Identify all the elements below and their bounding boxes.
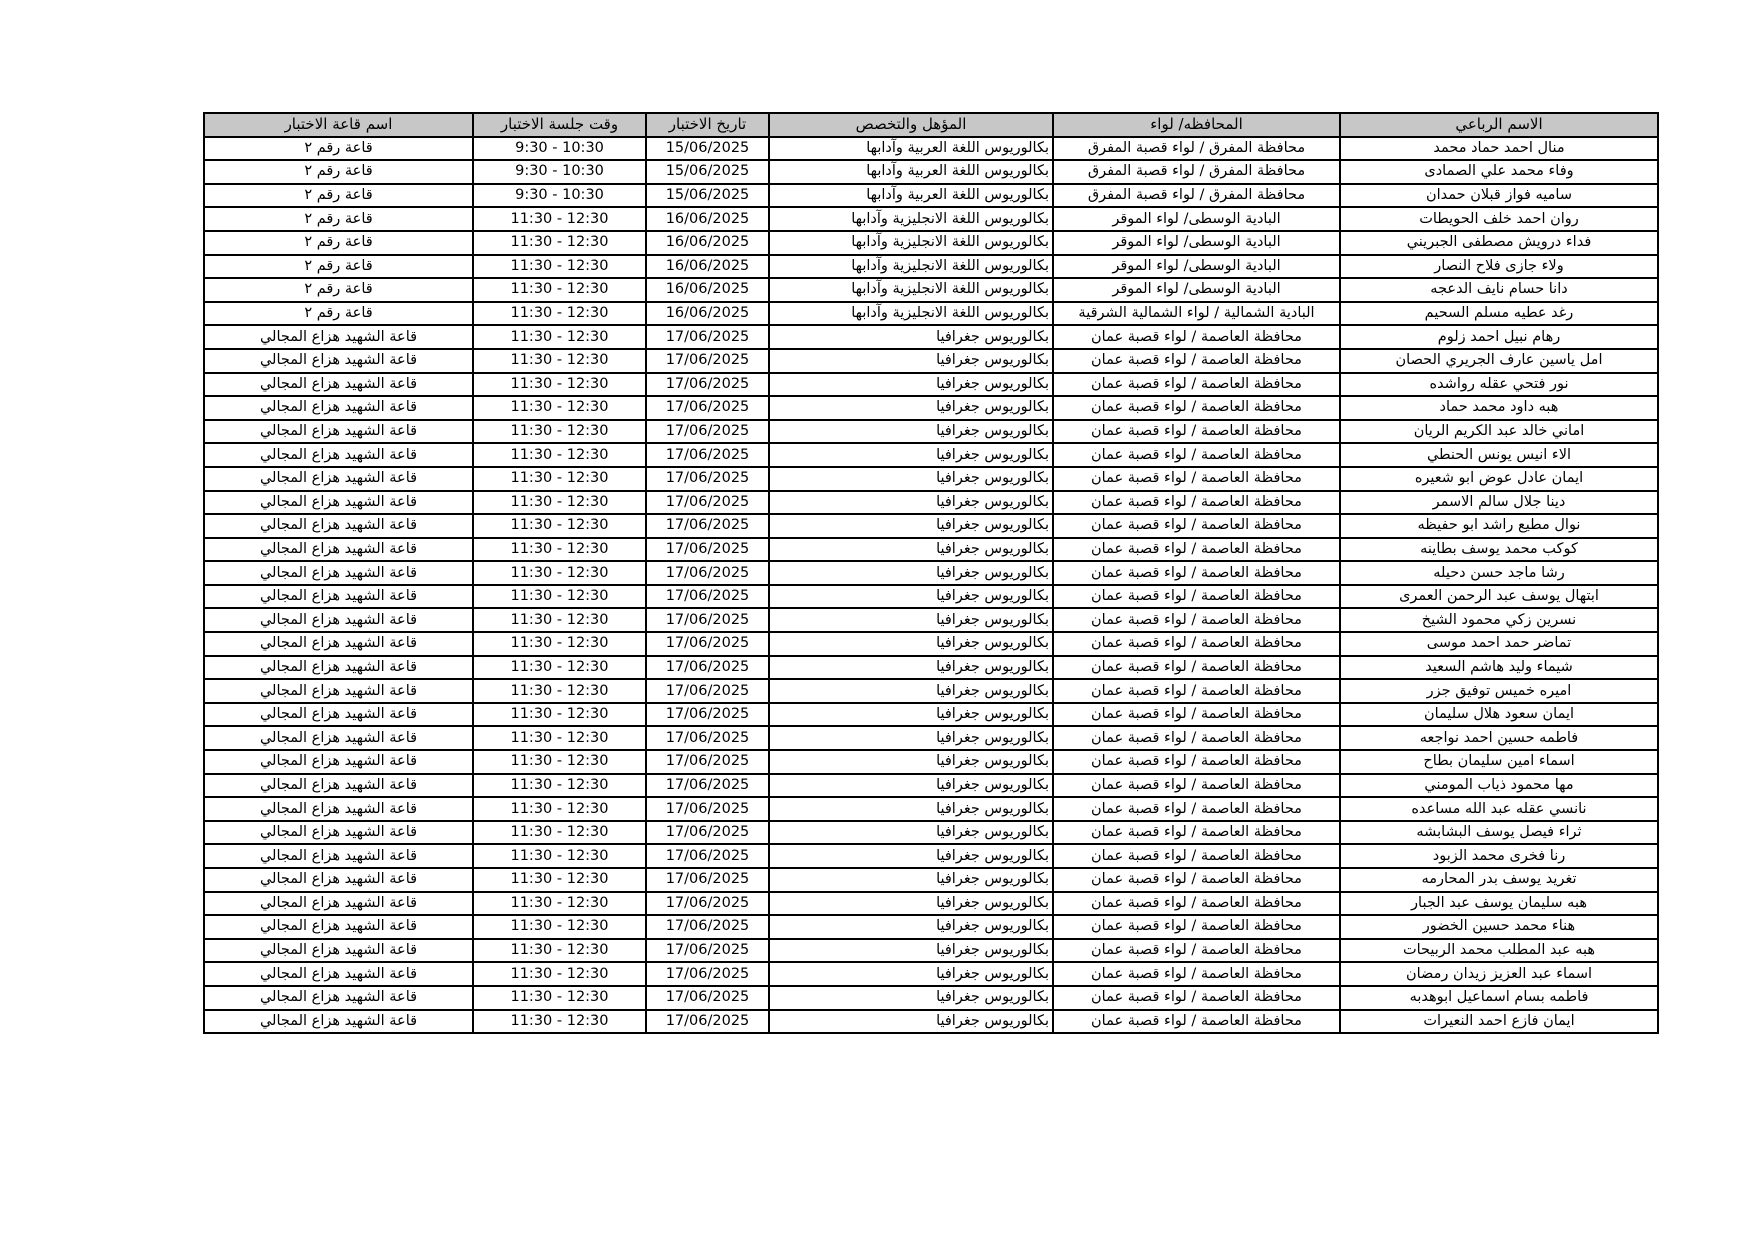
cell-exam-hall: قاعة الشهيد هزاع المجالي — [204, 467, 473, 491]
cell-exam-hall: قاعة الشهيد هزاع المجالي — [204, 608, 473, 632]
table-row — [204, 750, 1658, 774]
cell-exam-hall: قاعة الشهيد هزاع المجالي — [204, 821, 473, 845]
table-row — [204, 892, 1658, 916]
cell-exam-date: 17/06/2025 — [646, 1010, 769, 1034]
cell-exam-time: 11:30 - 12:30 — [473, 1010, 646, 1034]
cell-governorate-district: محافظة العاصمة / لواء قصبة عمان — [1053, 656, 1340, 680]
cell-governorate-district: محافظة العاصمة / لواء قصبة عمان — [1053, 679, 1340, 703]
cell-full-name: امل ياسين عارف الجريري الحصان — [1340, 349, 1658, 373]
cell-exam-time: 9:30 - 10:30 — [473, 184, 646, 208]
cell-qualification: بكالوريوس جغرافيا — [769, 396, 1053, 420]
cell-governorate-district: محافظة العاصمة / لواء قصبة عمان — [1053, 844, 1340, 868]
cell-governorate-district: محافظة العاصمة / لواء قصبة عمان — [1053, 986, 1340, 1010]
cell-full-name: دانا حسام نايف الدعجه — [1340, 278, 1658, 302]
table-row — [204, 538, 1658, 562]
cell-qualification: بكالوريوس جغرافيا — [769, 750, 1053, 774]
cell-full-name: روان احمد خلف الحويطات — [1340, 207, 1658, 231]
cell-full-name: اماني خالد عبد الكريم الريان — [1340, 420, 1658, 444]
cell-full-name: ايمان سعود هلال سليمان — [1340, 703, 1658, 727]
cell-exam-date: 17/06/2025 — [646, 538, 769, 562]
cell-exam-hall: قاعة رقم ٢ — [204, 207, 473, 231]
exam-schedule-table — [203, 112, 1659, 1034]
table-row — [204, 491, 1658, 515]
cell-governorate-district: محافظة العاصمة / لواء قصبة عمان — [1053, 538, 1340, 562]
cell-qualification: بكالوريوس جغرافيا — [769, 373, 1053, 397]
cell-governorate-district: محافظة العاصمة / لواء قصبة عمان — [1053, 774, 1340, 798]
cell-full-name: نانسي عقله عبد الله مساعده — [1340, 797, 1658, 821]
cell-qualification: بكالوريوس جغرافيا — [769, 467, 1053, 491]
cell-exam-time: 11:30 - 12:30 — [473, 986, 646, 1010]
cell-exam-time: 11:30 - 12:30 — [473, 538, 646, 562]
cell-governorate-district: محافظة العاصمة / لواء قصبة عمان — [1053, 632, 1340, 656]
table-row — [204, 868, 1658, 892]
cell-exam-date: 17/06/2025 — [646, 703, 769, 727]
cell-exam-date: 17/06/2025 — [646, 396, 769, 420]
cell-full-name: الاء انيس يونس الحنطي — [1340, 443, 1658, 467]
cell-qualification: بكالوريوس اللغة الانجليزية وآدابها — [769, 255, 1053, 279]
cell-exam-date: 16/06/2025 — [646, 255, 769, 279]
cell-exam-time: 9:30 - 10:30 — [473, 160, 646, 184]
cell-exam-hall: قاعة الشهيد هزاع المجالي — [204, 325, 473, 349]
cell-exam-date: 17/06/2025 — [646, 962, 769, 986]
cell-exam-date: 17/06/2025 — [646, 750, 769, 774]
table-row — [204, 797, 1658, 821]
header-exam-time: وقت جلسة الاختبار — [473, 113, 646, 137]
cell-exam-time: 11:30 - 12:30 — [473, 797, 646, 821]
cell-exam-date: 17/06/2025 — [646, 443, 769, 467]
cell-exam-time: 11:30 - 12:30 — [473, 302, 646, 326]
table-row — [204, 679, 1658, 703]
cell-exam-time: 11:30 - 12:30 — [473, 467, 646, 491]
cell-qualification: بكالوريوس جغرافيا — [769, 774, 1053, 798]
cell-full-name: نوال مطيع راشد ابو حفيظه — [1340, 514, 1658, 538]
cell-governorate-district: محافظة العاصمة / لواء قصبة عمان — [1053, 726, 1340, 750]
cell-exam-date: 16/06/2025 — [646, 302, 769, 326]
cell-exam-time: 11:30 - 12:30 — [473, 679, 646, 703]
cell-exam-date: 17/06/2025 — [646, 325, 769, 349]
cell-exam-date: 17/06/2025 — [646, 774, 769, 798]
cell-full-name: ساميه فواز قبلان حمدان — [1340, 184, 1658, 208]
table-row — [204, 420, 1658, 444]
cell-full-name: اسماء عبد العزيز زيدان رمضان — [1340, 962, 1658, 986]
cell-exam-hall: قاعة رقم ٢ — [204, 137, 473, 161]
table-row — [204, 231, 1658, 255]
cell-qualification: بكالوريوس جغرافيا — [769, 868, 1053, 892]
table-row — [204, 514, 1658, 538]
cell-exam-hall: قاعة الشهيد هزاع المجالي — [204, 396, 473, 420]
cell-governorate-district: محافظة العاصمة / لواء قصبة عمان — [1053, 349, 1340, 373]
cell-governorate-district: محافظة المفرق / لواء قصبة المفرق — [1053, 184, 1340, 208]
cell-exam-time: 11:30 - 12:30 — [473, 844, 646, 868]
cell-exam-time: 11:30 - 12:30 — [473, 420, 646, 444]
cell-full-name: منال احمد حماد محمد — [1340, 137, 1658, 161]
cell-exam-time: 11:30 - 12:30 — [473, 255, 646, 279]
cell-exam-time: 11:30 - 12:30 — [473, 231, 646, 255]
cell-qualification: بكالوريوس جغرافيا — [769, 915, 1053, 939]
cell-qualification: بكالوريوس جغرافيا — [769, 703, 1053, 727]
cell-exam-time: 11:30 - 12:30 — [473, 373, 646, 397]
cell-full-name: فاطمه حسين احمد نواجعه — [1340, 726, 1658, 750]
cell-qualification: بكالوريوس اللغة الانجليزية وآدابها — [769, 278, 1053, 302]
cell-full-name: تماضر حمد احمد موسى — [1340, 632, 1658, 656]
cell-exam-hall: قاعة الشهيد هزاع المجالي — [204, 538, 473, 562]
cell-governorate-district: البادية الوسطى/ لواء الموقر — [1053, 207, 1340, 231]
cell-exam-hall: قاعة الشهيد هزاع المجالي — [204, 797, 473, 821]
cell-governorate-district: البادية الوسطى/ لواء الموقر — [1053, 278, 1340, 302]
table-row — [204, 255, 1658, 279]
cell-qualification: بكالوريوس جغرافيا — [769, 939, 1053, 963]
cell-full-name: مها محمود ذياب المومني — [1340, 774, 1658, 798]
cell-full-name: كوكب محمد يوسف بطاينه — [1340, 538, 1658, 562]
table-row — [204, 939, 1658, 963]
table-row — [204, 184, 1658, 208]
cell-exam-hall: قاعة رقم ٢ — [204, 184, 473, 208]
cell-full-name: اسماء امين سليمان بطاح — [1340, 750, 1658, 774]
cell-qualification: بكالوريوس اللغة الانجليزية وآدابها — [769, 207, 1053, 231]
cell-qualification: بكالوريوس جغرافيا — [769, 538, 1053, 562]
cell-qualification: بكالوريوس جغرافيا — [769, 679, 1053, 703]
cell-exam-time: 11:30 - 12:30 — [473, 396, 646, 420]
cell-full-name: فاطمه بسام اسماعيل ابوهدبه — [1340, 986, 1658, 1010]
cell-exam-hall: قاعة الشهيد هزاع المجالي — [204, 373, 473, 397]
cell-governorate-district: محافظة المفرق / لواء قصبة المفرق — [1053, 137, 1340, 161]
table-row — [204, 962, 1658, 986]
cell-qualification: بكالوريوس اللغة العربية وآدابها — [769, 137, 1053, 161]
cell-exam-time: 11:30 - 12:30 — [473, 821, 646, 845]
table-row — [204, 373, 1658, 397]
cell-exam-date: 16/06/2025 — [646, 278, 769, 302]
cell-governorate-district: محافظة العاصمة / لواء قصبة عمان — [1053, 939, 1340, 963]
cell-exam-time: 11:30 - 12:30 — [473, 443, 646, 467]
cell-qualification: بكالوريوس جغرافيا — [769, 608, 1053, 632]
cell-governorate-district: محافظة العاصمة / لواء قصبة عمان — [1053, 608, 1340, 632]
table-row — [204, 325, 1658, 349]
cell-exam-hall: قاعة الشهيد هزاع المجالي — [204, 561, 473, 585]
cell-governorate-district: محافظة المفرق / لواء قصبة المفرق — [1053, 160, 1340, 184]
cell-full-name: ايمان فازع احمد النعيرات — [1340, 1010, 1658, 1034]
cell-exam-hall: قاعة الشهيد هزاع المجالي — [204, 632, 473, 656]
cell-exam-date: 17/06/2025 — [646, 585, 769, 609]
cell-full-name: هناء محمد حسين الخضور — [1340, 915, 1658, 939]
cell-governorate-district: محافظة العاصمة / لواء قصبة عمان — [1053, 585, 1340, 609]
cell-exam-hall: قاعة الشهيد هزاع المجالي — [204, 892, 473, 916]
cell-qualification: بكالوريوس جغرافيا — [769, 821, 1053, 845]
cell-governorate-district: محافظة العاصمة / لواء قصبة عمان — [1053, 962, 1340, 986]
cell-exam-date: 17/06/2025 — [646, 868, 769, 892]
cell-full-name: فداء درويش مصطفى الجبريني — [1340, 231, 1658, 255]
cell-exam-date: 17/06/2025 — [646, 844, 769, 868]
cell-exam-hall: قاعة الشهيد هزاع المجالي — [204, 986, 473, 1010]
cell-exam-time: 11:30 - 12:30 — [473, 632, 646, 656]
cell-exam-time: 9:30 - 10:30 — [473, 137, 646, 161]
table-row — [204, 821, 1658, 845]
cell-qualification: بكالوريوس اللغة الانجليزية وآدابها — [769, 302, 1053, 326]
cell-exam-date: 17/06/2025 — [646, 726, 769, 750]
cell-exam-date: 17/06/2025 — [646, 821, 769, 845]
cell-qualification: بكالوريوس جغرافيا — [769, 514, 1053, 538]
cell-qualification: بكالوريوس جغرافيا — [769, 892, 1053, 916]
table-row — [204, 137, 1658, 161]
cell-exam-date: 17/06/2025 — [646, 514, 769, 538]
cell-exam-date: 17/06/2025 — [646, 915, 769, 939]
cell-exam-time: 11:30 - 12:30 — [473, 892, 646, 916]
cell-governorate-district: البادية الشمالية / لواء الشمالية الشرقية — [1053, 302, 1340, 326]
cell-full-name: رشا ماجد حسن دحيله — [1340, 561, 1658, 585]
cell-exam-time: 11:30 - 12:30 — [473, 585, 646, 609]
cell-exam-hall: قاعة الشهيد هزاع المجالي — [204, 420, 473, 444]
cell-exam-time: 11:30 - 12:30 — [473, 656, 646, 680]
cell-exam-hall: قاعة الشهيد هزاع المجالي — [204, 844, 473, 868]
table-row — [204, 915, 1658, 939]
cell-exam-time: 11:30 - 12:30 — [473, 608, 646, 632]
cell-exam-time: 11:30 - 12:30 — [473, 726, 646, 750]
cell-exam-date: 16/06/2025 — [646, 231, 769, 255]
cell-full-name: تغريد يوسف بدر المحارمه — [1340, 868, 1658, 892]
cell-exam-date: 17/06/2025 — [646, 420, 769, 444]
table-row — [204, 986, 1658, 1010]
table-row — [204, 561, 1658, 585]
cell-exam-time: 11:30 - 12:30 — [473, 514, 646, 538]
cell-qualification: بكالوريوس جغرافيا — [769, 561, 1053, 585]
cell-governorate-district: محافظة العاصمة / لواء قصبة عمان — [1053, 373, 1340, 397]
cell-exam-hall: قاعة الشهيد هزاع المجالي — [204, 491, 473, 515]
cell-governorate-district: محافظة العاصمة / لواء قصبة عمان — [1053, 467, 1340, 491]
cell-governorate-district: محافظة العاصمة / لواء قصبة عمان — [1053, 868, 1340, 892]
table-row — [204, 349, 1658, 373]
cell-full-name: رهام نبيل احمد زلوم — [1340, 325, 1658, 349]
cell-exam-hall: قاعة الشهيد هزاع المجالي — [204, 962, 473, 986]
header-exam-hall: اسم قاعة الاختبار — [204, 113, 473, 137]
cell-exam-hall: قاعة رقم ٢ — [204, 160, 473, 184]
exam-schedule-sheet — [203, 112, 1657, 1034]
cell-governorate-district: البادية الوسطى/ لواء الموقر — [1053, 255, 1340, 279]
cell-governorate-district: محافظة العاصمة / لواء قصبة عمان — [1053, 797, 1340, 821]
cell-qualification: بكالوريوس جغرافيا — [769, 1010, 1053, 1034]
cell-exam-time: 11:30 - 12:30 — [473, 491, 646, 515]
cell-exam-date: 17/06/2025 — [646, 491, 769, 515]
cell-exam-hall: قاعة رقم ٢ — [204, 278, 473, 302]
table-row — [204, 703, 1658, 727]
table-header-row — [204, 113, 1658, 137]
cell-exam-date: 17/06/2025 — [646, 467, 769, 491]
cell-full-name: ثراء فيصل يوسف البشابشه — [1340, 821, 1658, 845]
header-full-name: الاسم الرباعي — [1340, 113, 1658, 137]
cell-exam-time: 11:30 - 12:30 — [473, 774, 646, 798]
cell-exam-hall: قاعة الشهيد هزاع المجالي — [204, 585, 473, 609]
cell-qualification: بكالوريوس جغرافيا — [769, 349, 1053, 373]
cell-exam-date: 15/06/2025 — [646, 160, 769, 184]
table-row — [204, 396, 1658, 420]
cell-full-name: هبه عبد المطلب محمد الربيحات — [1340, 939, 1658, 963]
cell-exam-hall: قاعة الشهيد هزاع المجالي — [204, 868, 473, 892]
cell-exam-hall: قاعة الشهيد هزاع المجالي — [204, 514, 473, 538]
cell-governorate-district: محافظة العاصمة / لواء قصبة عمان — [1053, 703, 1340, 727]
header-qualification: المؤهل والتخصص — [769, 113, 1053, 137]
cell-exam-time: 11:30 - 12:30 — [473, 915, 646, 939]
cell-full-name: نسرين زكي محمود الشيخ — [1340, 608, 1658, 632]
header-governorate-district: المحافظه/ لواء — [1053, 113, 1340, 137]
cell-qualification: بكالوريوس جغرافيا — [769, 491, 1053, 515]
cell-governorate-district: البادية الوسطى/ لواء الموقر — [1053, 231, 1340, 255]
cell-exam-time: 11:30 - 12:30 — [473, 703, 646, 727]
cell-qualification: بكالوريوس جغرافيا — [769, 844, 1053, 868]
table-row — [204, 726, 1658, 750]
cell-governorate-district: محافظة العاصمة / لواء قصبة عمان — [1053, 821, 1340, 845]
cell-qualification: بكالوريوس جغرافيا — [769, 986, 1053, 1010]
cell-exam-time: 11:30 - 12:30 — [473, 939, 646, 963]
cell-governorate-district: محافظة العاصمة / لواء قصبة عمان — [1053, 514, 1340, 538]
table-row — [204, 443, 1658, 467]
table-row — [204, 774, 1658, 798]
cell-full-name: رغد عطيه مسلم السحيم — [1340, 302, 1658, 326]
cell-exam-date: 15/06/2025 — [646, 137, 769, 161]
cell-governorate-district: محافظة العاصمة / لواء قصبة عمان — [1053, 325, 1340, 349]
table-row — [204, 632, 1658, 656]
cell-qualification: بكالوريوس جغرافيا — [769, 632, 1053, 656]
cell-governorate-district: محافظة العاصمة / لواء قصبة عمان — [1053, 561, 1340, 585]
cell-exam-time: 11:30 - 12:30 — [473, 750, 646, 774]
cell-exam-hall: قاعة الشهيد هزاع المجالي — [204, 915, 473, 939]
table-row — [204, 585, 1658, 609]
cell-exam-time: 11:30 - 12:30 — [473, 868, 646, 892]
cell-governorate-district: محافظة العاصمة / لواء قصبة عمان — [1053, 491, 1340, 515]
cell-exam-hall: قاعة الشهيد هزاع المجالي — [204, 679, 473, 703]
table-row — [204, 160, 1658, 184]
cell-qualification: بكالوريوس اللغة الانجليزية وآدابها — [769, 231, 1053, 255]
cell-exam-date: 17/06/2025 — [646, 373, 769, 397]
cell-exam-time: 11:30 - 12:30 — [473, 325, 646, 349]
cell-full-name: شيماء وليد هاشم السعيد — [1340, 656, 1658, 680]
cell-exam-date: 15/06/2025 — [646, 184, 769, 208]
cell-qualification: بكالوريوس جغرافيا — [769, 325, 1053, 349]
table-row — [204, 608, 1658, 632]
cell-full-name: ايمان عادل عوض ابو شعيره — [1340, 467, 1658, 491]
table-row — [204, 302, 1658, 326]
cell-governorate-district: محافظة العاصمة / لواء قصبة عمان — [1053, 396, 1340, 420]
cell-full-name: ولاء جازى فلاح النصار — [1340, 255, 1658, 279]
cell-full-name: هبه سليمان يوسف عبد الجبار — [1340, 892, 1658, 916]
cell-full-name: دينا جلال سالم الاسمر — [1340, 491, 1658, 515]
cell-exam-hall: قاعة الشهيد هزاع المجالي — [204, 656, 473, 680]
cell-exam-hall: قاعة الشهيد هزاع المجالي — [204, 774, 473, 798]
cell-exam-date: 16/06/2025 — [646, 207, 769, 231]
cell-full-name: رنا فخرى محمد الزبود — [1340, 844, 1658, 868]
cell-exam-date: 17/06/2025 — [646, 892, 769, 916]
table-row — [204, 844, 1658, 868]
cell-exam-hall: قاعة رقم ٢ — [204, 302, 473, 326]
table-row — [204, 1010, 1658, 1034]
cell-qualification: بكالوريوس جغرافيا — [769, 420, 1053, 444]
table-row — [204, 207, 1658, 231]
cell-exam-hall: قاعة الشهيد هزاع المجالي — [204, 726, 473, 750]
cell-full-name: نور فتحي عقله رواشده — [1340, 373, 1658, 397]
cell-exam-hall: قاعة الشهيد هزاع المجالي — [204, 349, 473, 373]
cell-governorate-district: محافظة العاصمة / لواء قصبة عمان — [1053, 1010, 1340, 1034]
cell-exam-hall: قاعة رقم ٢ — [204, 255, 473, 279]
table-row — [204, 278, 1658, 302]
cell-governorate-district: محافظة العاصمة / لواء قصبة عمان — [1053, 420, 1340, 444]
cell-governorate-district: محافظة العاصمة / لواء قصبة عمان — [1053, 750, 1340, 774]
cell-exam-date: 17/06/2025 — [646, 797, 769, 821]
table-body — [204, 137, 1658, 1034]
cell-exam-date: 17/06/2025 — [646, 986, 769, 1010]
cell-governorate-district: محافظة العاصمة / لواء قصبة عمان — [1053, 892, 1340, 916]
cell-exam-hall: قاعة الشهيد هزاع المجالي — [204, 1010, 473, 1034]
cell-exam-date: 17/06/2025 — [646, 349, 769, 373]
cell-qualification: بكالوريوس اللغة العربية وآدابها — [769, 184, 1053, 208]
cell-exam-date: 17/06/2025 — [646, 632, 769, 656]
cell-exam-date: 17/06/2025 — [646, 679, 769, 703]
cell-exam-date: 17/06/2025 — [646, 939, 769, 963]
cell-exam-hall: قاعة الشهيد هزاع المجالي — [204, 703, 473, 727]
cell-exam-time: 11:30 - 12:30 — [473, 561, 646, 585]
cell-exam-hall: قاعة الشهيد هزاع المجالي — [204, 939, 473, 963]
cell-exam-hall: قاعة رقم ٢ — [204, 231, 473, 255]
cell-qualification: بكالوريوس جغرافيا — [769, 656, 1053, 680]
cell-qualification: بكالوريوس جغرافيا — [769, 962, 1053, 986]
cell-exam-time: 11:30 - 12:30 — [473, 207, 646, 231]
cell-qualification: بكالوريوس جغرافيا — [769, 726, 1053, 750]
cell-exam-time: 11:30 - 12:30 — [473, 962, 646, 986]
cell-full-name: وفاء محمد علي الصمادى — [1340, 160, 1658, 184]
header-exam-date: تاريخ الاختبار — [646, 113, 769, 137]
cell-exam-date: 17/06/2025 — [646, 656, 769, 680]
table-row — [204, 656, 1658, 680]
cell-qualification: بكالوريوس جغرافيا — [769, 585, 1053, 609]
cell-exam-time: 11:30 - 12:30 — [473, 349, 646, 373]
cell-exam-hall: قاعة الشهيد هزاع المجالي — [204, 443, 473, 467]
cell-full-name: ابتهال يوسف عبد الرحمن العمرى — [1340, 585, 1658, 609]
cell-exam-time: 11:30 - 12:30 — [473, 278, 646, 302]
cell-governorate-district: محافظة العاصمة / لواء قصبة عمان — [1053, 915, 1340, 939]
cell-exam-hall: قاعة الشهيد هزاع المجالي — [204, 750, 473, 774]
cell-full-name: هبه داود محمد حماد — [1340, 396, 1658, 420]
cell-full-name: اميره خميس توفيق جزر — [1340, 679, 1658, 703]
cell-exam-date: 17/06/2025 — [646, 608, 769, 632]
cell-governorate-district: محافظة العاصمة / لواء قصبة عمان — [1053, 443, 1340, 467]
cell-qualification: بكالوريوس جغرافيا — [769, 797, 1053, 821]
cell-qualification: بكالوريوس جغرافيا — [769, 443, 1053, 467]
cell-qualification: بكالوريوس اللغة العربية وآدابها — [769, 160, 1053, 184]
cell-exam-date: 17/06/2025 — [646, 561, 769, 585]
table-row — [204, 467, 1658, 491]
